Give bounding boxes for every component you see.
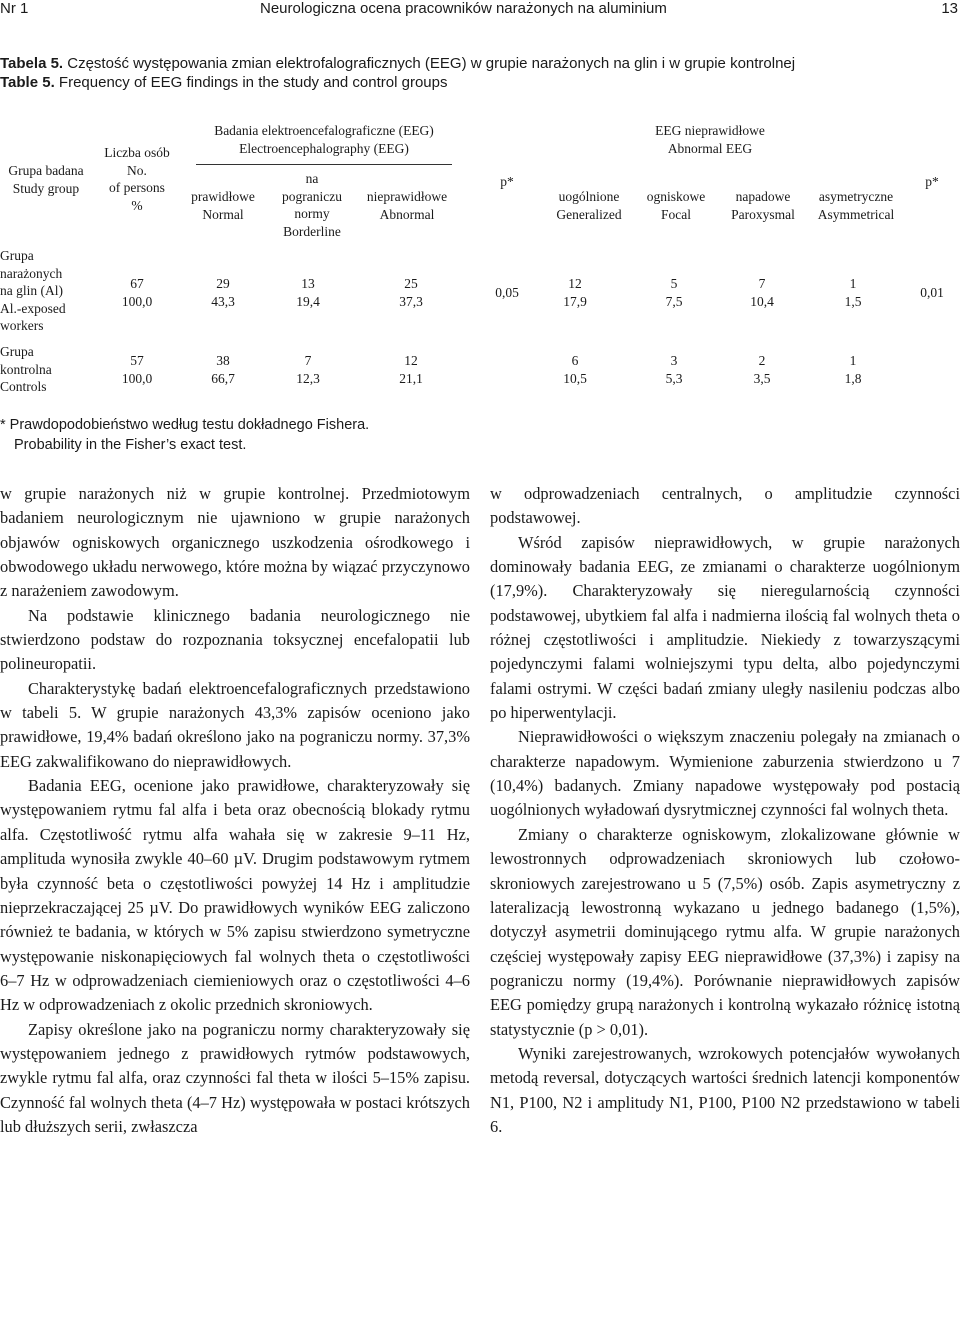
row-control-abnormal: 12 21,1	[399, 353, 423, 386]
paragraph: Zmiany o charakterze ogniskowym, zlokalizowane głównie w lewostronnych odprowadzeniach skroniowych lub czołowo-skroniowych zarejestrowano u 5 (7,5%) osób. Zapis asymetryczny z lateralizacją lewostronną wykazano u jednego badanego (1,5%), dotyczył asymetrii dominującego rytmu alfa. W grupie narażonych częściej występowały zapisy EEG nieprawidłowe (37,3%) i zapisy na pograniczu normy (19,4%). Porównanie nieprawidłowych zapisów EEG pomiędzy grupą narażonych i kontrolną wykazało różnicę istotną statystycznie (p > 0,01).	[490, 824, 960, 1039]
paragraph: w odprowadzeniach centralnych, o amplitudzie czynności podstawowej.	[490, 484, 960, 528]
header-abn-eeg: EEG nieprawidłowe Abnormal EEG	[655, 123, 765, 156]
header-count: Liczba osób No. of persons %	[104, 145, 170, 213]
header-eeg-rule	[196, 164, 452, 165]
header-borderline: na pograniczu normy Borderline	[282, 171, 342, 239]
paragraph: Wyniki zarejestrowanych, wzrokowych potencjałów wywołanych metodą reversal, dotyczących wartości średnich latencji komponentów N1, P100, N2 i amplitudy N1, P100, P100 N2 przedstawiono w tabeli 6.	[490, 1043, 960, 1136]
body-column-left	[0, 482, 470, 1139]
eeg-table	[0, 0, 960, 400]
table-footnote-en: Probability in the Fisher’s exact test.	[14, 437, 247, 453]
paragraph: Na podstawie klinicznego badania neurologicznego nie stwierdzono podstaw do rozpoznania toksycznej encefalopatii lub polineuropatii.	[0, 605, 470, 674]
body-column-right	[490, 482, 960, 1139]
caption-en-text: Frequency of EEG findings in the study and control groups	[54, 74, 448, 91]
caption-pl-text: Częstość występowania zmian elektrofalograficznych (EEG) w grupie narażonych na glin i w grupie kontrolnej	[63, 55, 796, 72]
header-abnormal: nieprawidłowe Abnormal	[366, 189, 448, 222]
caption-en-label: Table 5.	[0, 74, 55, 91]
row-exposed-paroxysmal: 7 10,4	[750, 276, 774, 309]
header-eeg: Badania elektroencefalograficzne (EEG) Electroencephalography (EEG)	[214, 123, 434, 156]
row-control-group: Grupa kontrolna Controls	[0, 344, 52, 394]
journal-issue: Nr 1	[0, 0, 29, 17]
paragraph: Nieprawidłowości o większym znaczeniu polegały na zmianach o charakterze napadowym. Wymienione zaburzenia stwierdzono u 7 (10,4%) badanych. Zmiany napadowe występowały pod postacią uogólnionych wyładowań dysrytmicznej czynności fal wolnych theta.	[490, 727, 960, 820]
row-exposed-p2: 0,01	[920, 285, 944, 300]
row-exposed-p1: 0,05	[495, 285, 519, 300]
header-p1: p*	[500, 174, 514, 189]
header-asymmetrical: asymetryczne Asymmetrical	[817, 189, 895, 222]
row-exposed-borderline: 13 19,4	[296, 276, 320, 309]
row-control-asymmetrical: 1 1,8	[844, 353, 862, 386]
caption-pl-label: Tabela 5.	[0, 55, 64, 72]
paragraph: w grupie narażonych niż w grupie kontrolnej. Przedmiotowym badaniem neurologicznym nie ujawniono w grupie narażonych objawów ogniskowych organicznego uszkodzenia ośrodkowego i obwodowego układu nerwowego, które można by wiązać przyczynowo z narażeniem zawodowym.	[0, 484, 470, 601]
row-exposed-asymmetrical: 1 1,5	[844, 276, 862, 309]
page-number: 13	[941, 0, 958, 17]
paragraph: Charakterystykę badań elektroencefalograficznych przedstawiono w tabeli 5. W grupie narażonych 43,3% zapisów oceniono jako prawidłowe, 19,4% badań określono jako na pograniczu normy. 37,3% EEG zakwalifikowano do nieprawidłowych.	[0, 678, 470, 771]
paragraph: Badania EEG, ocenione jako prawidłowe, charakteryzowały się występowaniem rytmu fal alfa i beta oraz obecnością blokady rytmu alfa. Częstotliwość rytmu alfa wahała się w zakresie 9–11 Hz, amplituda wynosiła zwykle 40–60 µV. Drugim podstawowym rytmem była czynność beta o częstotliwości powyżej 14 Hz i amplitudzie nieprzekraczającej 25 µV. Do prawidłowych wyników EEG zaliczono również te badania, w których w 5% zapisu stwierdzono symetryczne występowanie niskonapięciowych fal wolnych theta o częstotliwości 6–7 Hz w odprowadzeniach ciemieniowych oraz o częstotliwości 4–6 Hz w odprowadzeniach z okolic przednich skroniowych.	[0, 776, 470, 1015]
running-title: Neurologiczna ocena pracowników narażonych na aluminium	[260, 0, 667, 17]
header-paroxysmal: napadowe Paroxysmal	[731, 189, 795, 222]
row-control-count: 57 100,0	[121, 353, 153, 386]
row-control-paroxysmal: 2 3,5	[753, 353, 771, 386]
header-focal: ogniskowe Focal	[646, 189, 706, 222]
paragraph: Zapisy określone jako na pograniczu normy charakteryzowały się występowaniem jednego z prawidłowych rytmów podstawowych, zwykle rytmu fal alfa, oraz czynności fal theta w ilości 5–15% zapisu. Czynność fal wolnych theta (4–7 Hz) występowała w postaci krótszych lub dłuższych serii, zwłaszcza	[0, 1019, 470, 1136]
table-footnote-pl: * Prawdopodobieństwo według testu dokładnego Fishera.	[0, 417, 370, 433]
row-control-borderline: 7 12,3	[296, 353, 320, 386]
row-control-normal: 38 66,7	[211, 353, 235, 386]
row-exposed-count: 67 100,0	[121, 276, 153, 309]
row-control-focal: 3 5,3	[665, 353, 683, 386]
row-exposed-generalized: 12 17,9	[563, 276, 587, 309]
row-exposed-abnormal: 25 37,3	[399, 276, 423, 309]
row-exposed-focal: 5 7,5	[665, 276, 683, 309]
header-p2: p*	[925, 174, 939, 189]
row-exposed-normal: 29 43,3	[211, 276, 235, 309]
paragraph: Wśród zapisów nieprawidłowych, w grupie narażonych dominowały badania EEG, ze zmianami o charakterze uogólnionym (17,9%). Charakteryzowały się nieregularnością czynności podstawowej, ubytkiem fal alfa i nadmierna ilością fal wolnych theta o różnej częstotliwości i amplitudzie. Niekiedy z towarzyszącymi pojedynczymi falami wolniejszymi typu delta, albo pojedynczymi falami ostrymi. W części badań zmiany uległy nasileniu podczas albo po hiperwentylacji.	[490, 532, 960, 723]
header-group: Grupa badana Study group	[8, 163, 84, 196]
header-generalized: uogólnione Generalized	[556, 189, 622, 222]
row-control-generalized: 6 10,5	[563, 353, 587, 386]
header-normal: prawidłowe Normal	[191, 189, 255, 222]
row-exposed-group: Grupa narażonych na glin (Al) Al.-exposed workers	[0, 248, 66, 333]
